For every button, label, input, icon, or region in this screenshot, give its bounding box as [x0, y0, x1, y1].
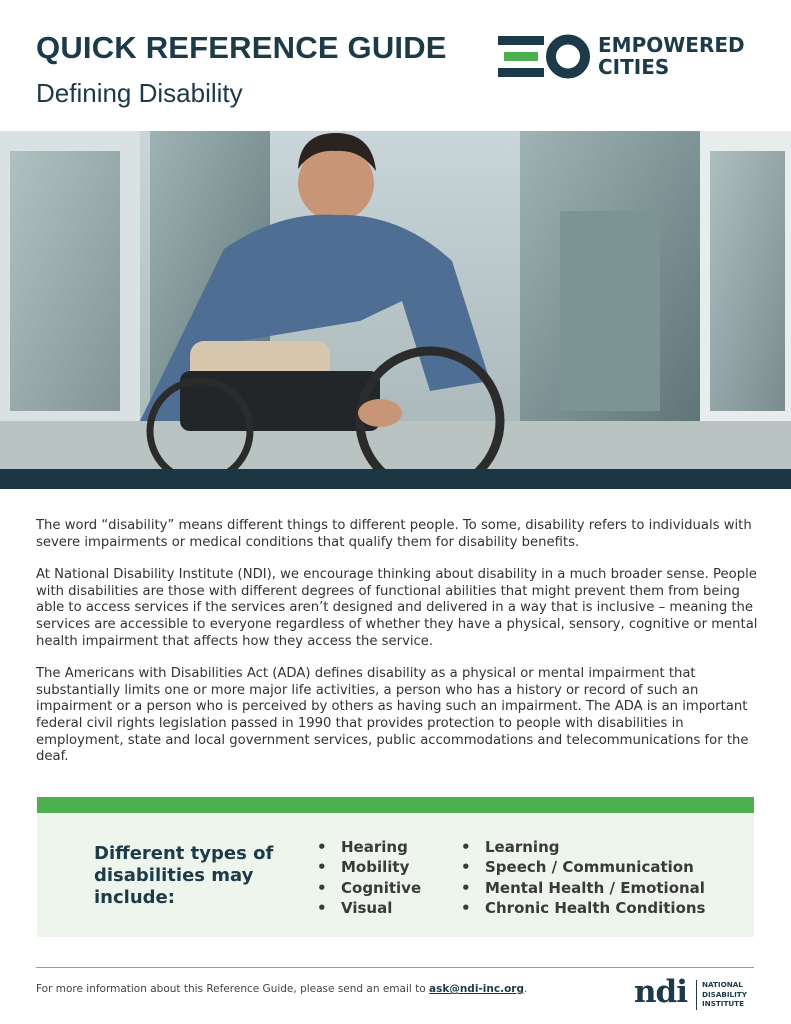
- list-item: • Chronic Health Conditions: [461, 898, 705, 918]
- list-item: • Cognitive: [317, 878, 421, 898]
- list-item: • Learning: [461, 837, 705, 857]
- list-item: • Speech / Communication: [461, 857, 705, 877]
- brand-line-2: CITIES: [598, 55, 670, 79]
- brand-name: [598, 34, 768, 78]
- footer-text: For more information about this Reference Guide, please send an email to: [36, 983, 430, 995]
- hero-divider-bar: [0, 469, 791, 489]
- body-copy: [36, 518, 762, 782]
- types-list-left: [317, 837, 421, 918]
- hero-photo: [0, 131, 791, 469]
- page-subtitle: Defining Disability: [36, 78, 243, 108]
- page-title: QUICK REFERENCE GUIDE: [36, 30, 447, 65]
- types-heading: Different types of disabilities may include:: [94, 843, 274, 908]
- types-list-right: [461, 837, 705, 918]
- email-link[interactable]: ask@ndi-inc.org: [429, 983, 524, 995]
- ndi-line-2: DISABILITY: [702, 989, 747, 999]
- disability-types-box: [37, 813, 754, 937]
- ndi-line-1: NATIONAL: [702, 980, 743, 989]
- ndi-wordmark: ndi: [634, 974, 687, 1010]
- ndi-logo: [634, 974, 758, 1014]
- ndi-full-name: [702, 980, 762, 1009]
- footer-note: [36, 983, 527, 995]
- section-accent-bar: [37, 797, 754, 813]
- paragraph-3: The Americans with Disabilities Act (ADA) defines disability as a physical or mental impairment that substantially limits one or more major life activities, a person who has a history or record of such an impairment or a person who is perceived by others as having such an impairment. The ADA is an important federal civil rights legislation passed in 1990 that provides protection to people with disabilities in employment, state and local government services, public accommodations and telecommunications for the deaf.: [36, 666, 749, 765]
- list-item: • Hearing: [317, 837, 421, 857]
- ndi-logo-divider: [696, 980, 697, 1010]
- eo-logo-mark-icon: [498, 34, 592, 80]
- list-item: • Mobility: [317, 857, 421, 877]
- paragraph-1: The word “disability” means different things to different people. To some, disability refers to individuals with severe impairments or medical conditions that qualify them for disability benefits.: [36, 518, 752, 550]
- brand-line-1: EMPOWERED: [598, 33, 745, 57]
- empowered-cities-logo: [498, 34, 760, 80]
- paragraph-2: At National Disability Institute (NDI), we encourage thinking about disability in a much broader sense. People with disabilities are those with different degrees of functional abilities that might prevent them from being able to access services if the services aren’t designed and delivered in a way that is inclusive – meaning the services are accessible to everyone regardless of whether they have a physical, sensory, cognitive or mental health impairment that affects how they access the service.: [36, 567, 758, 649]
- list-item: • Visual: [317, 898, 421, 918]
- list-item: • Mental Health / Emotional: [461, 878, 705, 898]
- ndi-line-3: INSTITUTE: [702, 999, 744, 1008]
- footer-divider: [36, 967, 754, 968]
- footer-period: .: [523, 983, 528, 995]
